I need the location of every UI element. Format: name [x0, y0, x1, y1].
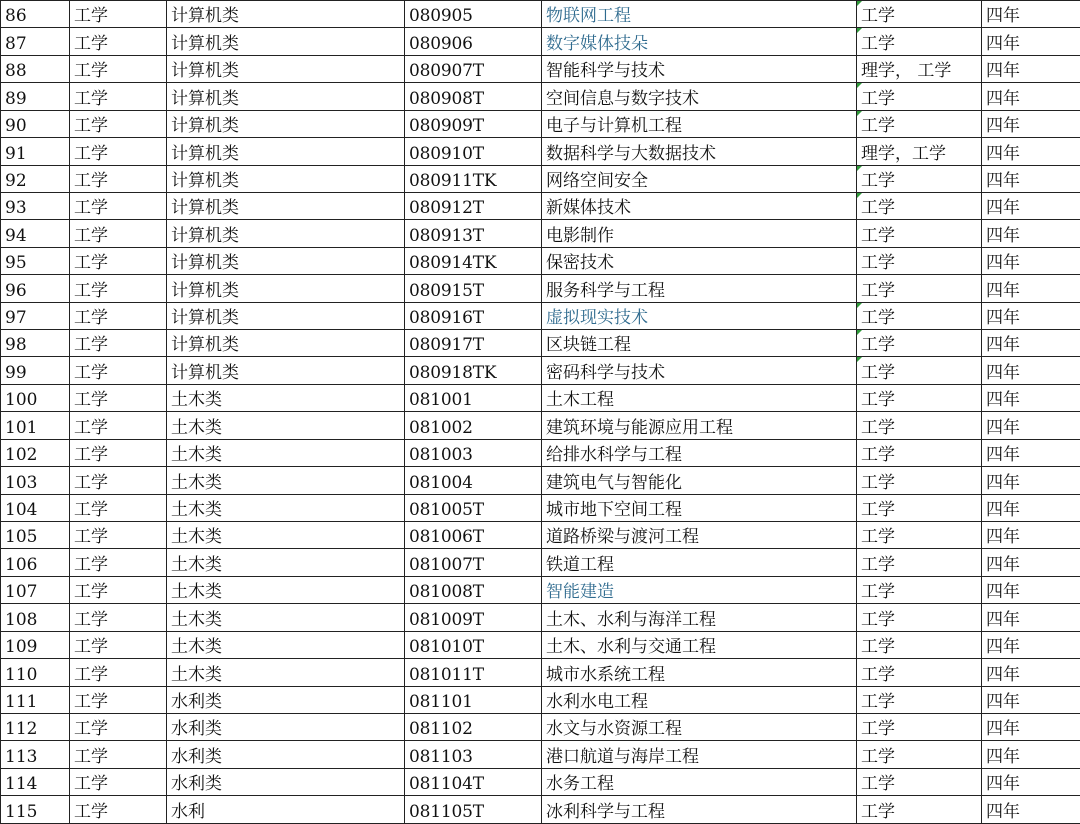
major-name-cell[interactable]: 城市水系统工程	[542, 659, 857, 686]
major-name-cell[interactable]: 智能建造	[542, 576, 857, 603]
major-name-cell[interactable]: 区块链工程	[542, 330, 857, 357]
major-name-cell[interactable]: 给排水科学与工程	[542, 439, 857, 466]
row-number-cell[interactable]: 103	[1, 467, 70, 494]
major-code-cell[interactable]: 080911TK	[405, 165, 542, 192]
discipline-cell[interactable]: 工学	[70, 796, 167, 823]
discipline-cell[interactable]: 工学	[70, 467, 167, 494]
major-class-cell[interactable]: 土木类	[167, 384, 405, 411]
major-class-cell[interactable]: 计算机类	[167, 138, 405, 165]
discipline-cell[interactable]: 工学	[70, 165, 167, 192]
study-years-cell[interactable]: 四年	[982, 741, 1080, 768]
row-number-cell[interactable]: 95	[1, 247, 70, 274]
major-name-cell[interactable]: 智能科学与技术	[542, 55, 857, 82]
table-row	[1, 275, 1080, 302]
major-code-cell[interactable]: 081011T	[405, 659, 542, 686]
table-row	[1, 713, 1080, 740]
study-years-cell[interactable]: 四年	[982, 302, 1080, 329]
major-class-cell[interactable]: 计算机类	[167, 302, 405, 329]
row-number-cell[interactable]: 107	[1, 576, 70, 603]
degree-type-cell[interactable]: 工学	[857, 357, 982, 384]
study-years-cell[interactable]: 四年	[982, 713, 1080, 740]
study-years-cell[interactable]: 四年	[982, 192, 1080, 219]
major-class-cell[interactable]: 计算机类	[167, 55, 405, 82]
major-class-cell[interactable]: 计算机类	[167, 28, 405, 55]
table-row	[1, 768, 1080, 795]
row-number-cell[interactable]: 87	[1, 28, 70, 55]
discipline-cell[interactable]: 工学	[70, 604, 167, 631]
study-years-cell[interactable]: 四年	[982, 1, 1080, 28]
discipline-cell[interactable]: 工学	[70, 302, 167, 329]
row-number-cell[interactable]: 89	[1, 83, 70, 110]
major-class-cell[interactable]: 计算机类	[167, 275, 405, 302]
study-years-cell[interactable]: 四年	[982, 659, 1080, 686]
table-row	[1, 494, 1080, 521]
degree-type-cell[interactable]: 工学	[857, 713, 982, 740]
major-code-cell[interactable]: 080913T	[405, 220, 542, 247]
degree-type-cell[interactable]: 理学，工学	[857, 138, 982, 165]
discipline-cell[interactable]: 工学	[70, 713, 167, 740]
table-row	[1, 467, 1080, 494]
major-code-cell[interactable]: 080916T	[405, 302, 542, 329]
table-row	[1, 686, 1080, 713]
discipline-cell[interactable]: 工学	[70, 631, 167, 658]
major-name-cell[interactable]: 数字媒体技朵	[542, 28, 857, 55]
discipline-cell[interactable]: 工学	[70, 494, 167, 521]
study-years-cell[interactable]: 四年	[982, 83, 1080, 110]
discipline-cell[interactable]: 工学	[70, 247, 167, 274]
degree-type-cell[interactable]: 工学	[857, 741, 982, 768]
row-number-cell[interactable]: 90	[1, 110, 70, 137]
row-number-cell[interactable]: 112	[1, 713, 70, 740]
major-class-cell[interactable]: 计算机类	[167, 110, 405, 137]
major-class-cell[interactable]: 水利类	[167, 686, 405, 713]
major-name-cell[interactable]: 新媒体技术	[542, 192, 857, 219]
discipline-cell[interactable]: 工学	[70, 330, 167, 357]
major-class-cell[interactable]: 土木类	[167, 494, 405, 521]
major-class-cell[interactable]: 土木类	[167, 439, 405, 466]
discipline-cell[interactable]: 工学	[70, 357, 167, 384]
table-row	[1, 439, 1080, 466]
study-years-cell[interactable]: 四年	[982, 275, 1080, 302]
major-name-cell[interactable]: 港口航道与海岸工程	[542, 741, 857, 768]
major-code-cell[interactable]: 081102	[405, 713, 542, 740]
major-name-cell[interactable]: 数据科学与大数据技术	[542, 138, 857, 165]
table-row	[1, 549, 1080, 576]
row-number-cell[interactable]: 115	[1, 796, 70, 823]
degree-type-cell[interactable]: 理学， 工学	[857, 55, 982, 82]
degree-type-cell[interactable]: 工学	[857, 384, 982, 411]
row-number-cell[interactable]: 114	[1, 768, 70, 795]
discipline-cell[interactable]: 工学	[70, 659, 167, 686]
major-class-cell[interactable]: 土木类	[167, 549, 405, 576]
major-name-cell[interactable]: 铁道工程	[542, 549, 857, 576]
study-years-cell[interactable]: 四年	[982, 686, 1080, 713]
table-row	[1, 1, 1080, 28]
degree-type-cell[interactable]: 工学	[857, 604, 982, 631]
major-name-cell[interactable]: 网络空间安全	[542, 165, 857, 192]
major-code-cell[interactable]: 080917T	[405, 330, 542, 357]
study-years-cell[interactable]: 四年	[982, 138, 1080, 165]
major-code-cell[interactable]: 080906	[405, 28, 542, 55]
row-number-cell[interactable]: 111	[1, 686, 70, 713]
discipline-cell[interactable]: 工学	[70, 412, 167, 439]
row-number-cell[interactable]: 98	[1, 330, 70, 357]
table-row	[1, 576, 1080, 603]
table-row	[1, 192, 1080, 219]
degree-type-cell[interactable]: 工学	[857, 631, 982, 658]
major-class-cell[interactable]: 土木类	[167, 576, 405, 603]
major-name-cell[interactable]: 密码科学与技术	[542, 357, 857, 384]
major-name-cell[interactable]: 保密技术	[542, 247, 857, 274]
study-years-cell[interactable]: 四年	[982, 220, 1080, 247]
row-number-cell[interactable]: 88	[1, 55, 70, 82]
major-code-cell[interactable]: 081005T	[405, 494, 542, 521]
study-years-cell[interactable]: 四年	[982, 110, 1080, 137]
table-row	[1, 357, 1080, 384]
degree-type-cell[interactable]: 工学	[857, 302, 982, 329]
major-class-cell[interactable]: 计算机类	[167, 220, 405, 247]
major-code-cell[interactable]: 080914TK	[405, 247, 542, 274]
major-name-cell[interactable]: 土木工程	[542, 384, 857, 411]
degree-type-cell[interactable]: 工学	[857, 576, 982, 603]
row-number-cell[interactable]: 108	[1, 604, 70, 631]
degree-type-cell[interactable]: 工学	[857, 412, 982, 439]
study-years-cell[interactable]: 四年	[982, 330, 1080, 357]
degree-type-cell[interactable]: 工学	[857, 796, 982, 823]
major-name-cell[interactable]: 服务科学与工程	[542, 275, 857, 302]
major-name-cell[interactable]: 水文与水资源工程	[542, 713, 857, 740]
row-number-cell[interactable]: 110	[1, 659, 70, 686]
major-name-cell[interactable]: 水务工程	[542, 768, 857, 795]
major-name-cell[interactable]: 水利水电工程	[542, 686, 857, 713]
study-years-cell[interactable]: 四年	[982, 522, 1080, 549]
major-class-cell[interactable]: 计算机类	[167, 192, 405, 219]
degree-type-cell[interactable]: 工学	[857, 165, 982, 192]
degree-type-cell[interactable]: 工学	[857, 247, 982, 274]
row-number-cell[interactable]: 102	[1, 439, 70, 466]
discipline-cell[interactable]: 工学	[70, 522, 167, 549]
major-class-cell[interactable]: 水利类	[167, 768, 405, 795]
major-class-cell[interactable]: 土木类	[167, 522, 405, 549]
table-row	[1, 604, 1080, 631]
major-name-cell[interactable]: 城市地下空间工程	[542, 494, 857, 521]
major-class-cell[interactable]: 土木类	[167, 412, 405, 439]
discipline-cell[interactable]: 工学	[70, 55, 167, 82]
discipline-cell[interactable]: 工学	[70, 110, 167, 137]
major-code-cell[interactable]: 081001	[405, 384, 542, 411]
row-number-cell[interactable]: 101	[1, 412, 70, 439]
study-years-cell[interactable]: 四年	[982, 631, 1080, 658]
table-row	[1, 165, 1080, 192]
major-code-cell[interactable]: 081007T	[405, 549, 542, 576]
study-years-cell[interactable]: 四年	[982, 384, 1080, 411]
major-class-cell[interactable]: 计算机类	[167, 1, 405, 28]
major-name-cell[interactable]: 冰利科学与工程	[542, 796, 857, 823]
discipline-cell[interactable]: 工学	[70, 439, 167, 466]
degree-type-cell[interactable]: 工学	[857, 83, 982, 110]
discipline-cell[interactable]: 工学	[70, 768, 167, 795]
row-number-cell[interactable]: 104	[1, 494, 70, 521]
discipline-cell[interactable]: 工学	[70, 549, 167, 576]
study-years-cell[interactable]: 四年	[982, 494, 1080, 521]
study-years-cell[interactable]: 四年	[982, 55, 1080, 82]
discipline-cell[interactable]: 工学	[70, 384, 167, 411]
degree-type-cell[interactable]: 工学	[857, 110, 982, 137]
table-row	[1, 741, 1080, 768]
discipline-cell[interactable]: 工学	[70, 220, 167, 247]
study-years-cell[interactable]: 四年	[982, 549, 1080, 576]
table-row	[1, 330, 1080, 357]
major-code-cell[interactable]: 081104T	[405, 768, 542, 795]
major-name-cell[interactable]: 虚拟现实技术	[542, 302, 857, 329]
row-number-cell[interactable]: 100	[1, 384, 70, 411]
degree-type-cell[interactable]: 工学	[857, 192, 982, 219]
study-years-cell[interactable]: 四年	[982, 247, 1080, 274]
study-years-cell[interactable]: 四年	[982, 604, 1080, 631]
table-row	[1, 659, 1080, 686]
major-code-cell[interactable]: 081101	[405, 686, 542, 713]
study-years-cell[interactable]: 四年	[982, 768, 1080, 795]
degree-type-cell[interactable]: 工学	[857, 220, 982, 247]
row-number-cell[interactable]: 91	[1, 138, 70, 165]
study-years-cell[interactable]: 四年	[982, 467, 1080, 494]
major-name-cell[interactable]: 电影制作	[542, 220, 857, 247]
major-class-cell[interactable]: 计算机类	[167, 83, 405, 110]
table-row	[1, 83, 1080, 110]
major-class-cell[interactable]: 计算机类	[167, 247, 405, 274]
row-number-cell[interactable]: 106	[1, 549, 70, 576]
table-row	[1, 138, 1080, 165]
study-years-cell[interactable]: 四年	[982, 412, 1080, 439]
major-class-cell[interactable]: 土木类	[167, 631, 405, 658]
degree-type-cell[interactable]: 工学	[857, 28, 982, 55]
row-number-cell[interactable]: 97	[1, 302, 70, 329]
major-class-cell[interactable]: 计算机类	[167, 330, 405, 357]
discipline-cell[interactable]: 工学	[70, 1, 167, 28]
degree-type-cell[interactable]: 工学	[857, 439, 982, 466]
major-class-cell[interactable]: 土木类	[167, 467, 405, 494]
major-class-cell[interactable]: 水利类	[167, 741, 405, 768]
spreadsheet-body	[1, 1, 1080, 824]
discipline-cell[interactable]: 工学	[70, 192, 167, 219]
major-class-cell[interactable]: 计算机类	[167, 357, 405, 384]
discipline-cell[interactable]: 工学	[70, 576, 167, 603]
major-name-cell[interactable]: 道路桥梁与渡河工程	[542, 522, 857, 549]
major-code-cell[interactable]: 080915T	[405, 275, 542, 302]
degree-type-cell[interactable]: 工学	[857, 549, 982, 576]
major-code-cell[interactable]: 081010T	[405, 631, 542, 658]
degree-type-cell[interactable]: 工学	[857, 522, 982, 549]
table-row	[1, 302, 1080, 329]
discipline-cell[interactable]: 工学	[70, 28, 167, 55]
major-class-cell[interactable]: 土木类	[167, 604, 405, 631]
major-name-cell[interactable]: 土木、水利与海洋工程	[542, 604, 857, 631]
major-name-cell[interactable]: 电子与计算机工程	[542, 110, 857, 137]
table-row	[1, 28, 1080, 55]
degree-type-cell[interactable]: 工学	[857, 275, 982, 302]
degree-type-cell[interactable]: 工学	[857, 659, 982, 686]
discipline-cell[interactable]: 工学	[70, 686, 167, 713]
table-row	[1, 522, 1080, 549]
table-row	[1, 796, 1080, 823]
row-number-cell[interactable]: 94	[1, 220, 70, 247]
study-years-cell[interactable]: 四年	[982, 439, 1080, 466]
major-code-cell[interactable]: 081105T	[405, 796, 542, 823]
major-code-cell[interactable]: 081002	[405, 412, 542, 439]
major-name-cell[interactable]: 建筑环境与能源应用工程	[542, 412, 857, 439]
discipline-cell[interactable]: 工学	[70, 83, 167, 110]
row-number-cell[interactable]: 96	[1, 275, 70, 302]
degree-type-cell[interactable]: 工学	[857, 467, 982, 494]
row-number-cell[interactable]: 93	[1, 192, 70, 219]
major-name-cell[interactable]: 空间信息与数字技术	[542, 83, 857, 110]
study-years-cell[interactable]: 四年	[982, 796, 1080, 823]
table-row	[1, 412, 1080, 439]
study-years-cell[interactable]: 四年	[982, 165, 1080, 192]
study-years-cell[interactable]: 四年	[982, 576, 1080, 603]
row-number-cell[interactable]: 109	[1, 631, 70, 658]
major-code-cell[interactable]: 080907T	[405, 55, 542, 82]
major-class-cell[interactable]: 计算机类	[167, 165, 405, 192]
major-class-cell[interactable]: 水利类	[167, 713, 405, 740]
row-number-cell[interactable]: 92	[1, 165, 70, 192]
table-row	[1, 384, 1080, 411]
major-code-cell[interactable]: 081006T	[405, 522, 542, 549]
table-row	[1, 220, 1080, 247]
row-number-cell[interactable]: 99	[1, 357, 70, 384]
major-code-cell[interactable]: 081009T	[405, 604, 542, 631]
degree-type-cell[interactable]: 工学	[857, 768, 982, 795]
major-code-cell[interactable]: 080908T	[405, 83, 542, 110]
degree-type-cell[interactable]: 工学	[857, 494, 982, 521]
major-name-cell[interactable]: 土木、水利与交通工程	[542, 631, 857, 658]
discipline-cell[interactable]: 工学	[70, 741, 167, 768]
degree-type-cell[interactable]: 工学	[857, 686, 982, 713]
row-number-cell[interactable]: 86	[1, 1, 70, 28]
major-code-cell[interactable]: 080905	[405, 1, 542, 28]
row-number-cell[interactable]: 113	[1, 741, 70, 768]
row-number-cell[interactable]: 105	[1, 522, 70, 549]
degree-type-cell[interactable]: 工学	[857, 330, 982, 357]
table-row	[1, 631, 1080, 658]
major-code-cell[interactable]: 081003	[405, 439, 542, 466]
major-code-cell[interactable]: 081004	[405, 467, 542, 494]
major-class-cell[interactable]: 水利	[167, 796, 405, 823]
discipline-cell[interactable]: 工学	[70, 138, 167, 165]
major-code-cell[interactable]: 080909T	[405, 110, 542, 137]
major-name-cell[interactable]: 建筑电气与智能化	[542, 467, 857, 494]
major-code-cell[interactable]: 081103	[405, 741, 542, 768]
study-years-cell[interactable]: 四年	[982, 357, 1080, 384]
discipline-cell[interactable]: 工学	[70, 275, 167, 302]
degree-type-cell[interactable]: 工学	[857, 1, 982, 28]
major-code-cell[interactable]: 080912T	[405, 192, 542, 219]
table-row	[1, 110, 1080, 137]
table-row	[1, 247, 1080, 274]
major-class-cell[interactable]: 土木类	[167, 659, 405, 686]
major-code-cell[interactable]: 080910T	[405, 138, 542, 165]
table-row	[1, 55, 1080, 82]
study-years-cell[interactable]: 四年	[982, 28, 1080, 55]
major-code-cell[interactable]: 080918TK	[405, 357, 542, 384]
major-name-cell[interactable]: 物联网工程	[542, 1, 857, 28]
major-code-cell[interactable]: 081008T	[405, 576, 542, 603]
